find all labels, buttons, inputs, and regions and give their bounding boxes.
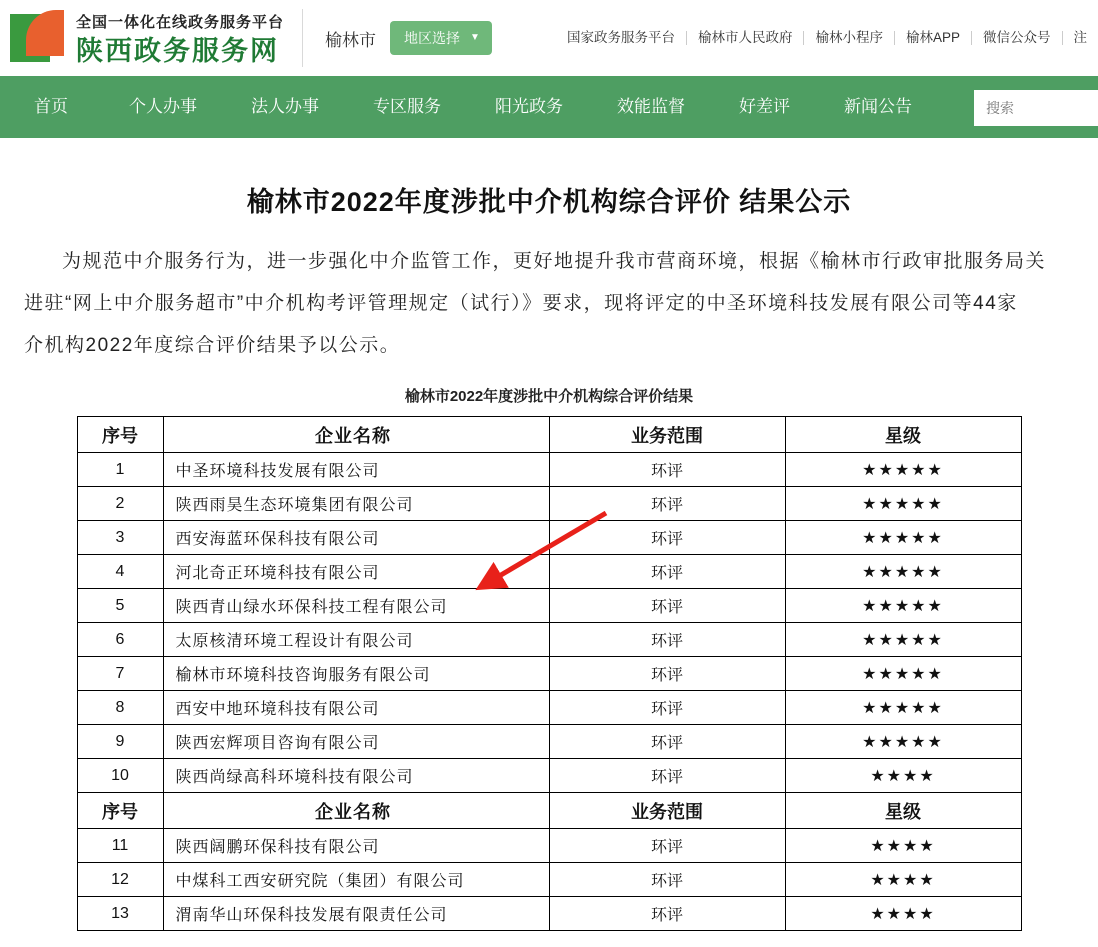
cell-index: 8: [77, 691, 163, 725]
cell-index: 10: [77, 759, 163, 793]
cell-scope: 环评: [549, 657, 785, 691]
table-row: [77, 657, 1021, 691]
region-select-button[interactable]: [390, 21, 492, 55]
cell-rating: ★★★★★: [785, 691, 1021, 725]
cell-rating: ★★★★★: [785, 487, 1021, 521]
table-row: [77, 487, 1021, 521]
table-row: [77, 691, 1021, 725]
table-header-row-repeat: [77, 793, 1021, 829]
cell-scope: 环评: [549, 453, 785, 487]
table-header-row: [77, 417, 1021, 453]
cell-index: 6: [77, 623, 163, 657]
column-header-index: 序号: [77, 793, 163, 829]
paragraph-line-2: 进驻“网上中介服务超市”中介机构考评管理规定（试行）》要求，现将评定的中圣环境科技发展有限公司等44家: [24, 293, 1018, 314]
cell-index: 5: [77, 589, 163, 623]
table-row: [77, 623, 1021, 657]
cell-rating: ★★★★: [785, 759, 1021, 793]
cell-company: 中圣环境科技发展有限公司: [163, 453, 549, 487]
cell-index: 1: [77, 453, 163, 487]
cell-index: 12: [77, 863, 163, 897]
table-row: [77, 759, 1021, 793]
nav-item-zone-service[interactable]: 专区服务: [373, 97, 441, 116]
cell-rating: ★★★★: [785, 829, 1021, 863]
table-row: [77, 725, 1021, 759]
column-header-scope: 业务范围: [549, 793, 785, 829]
cell-scope: 环评: [549, 521, 785, 555]
header-link-national-platform[interactable]: 国家政务服务平台: [556, 31, 687, 45]
table-row: [77, 829, 1021, 863]
cell-index: 4: [77, 555, 163, 589]
table-row: [77, 555, 1021, 589]
header-links: [556, 31, 1098, 45]
nav-item-sunshine-gov[interactable]: 阳光政务: [495, 97, 563, 116]
site-logo-icon: [10, 10, 66, 66]
column-header-scope: 业务范围: [549, 417, 785, 453]
cell-rating: ★★★★★: [785, 725, 1021, 759]
cell-scope: 环评: [549, 487, 785, 521]
cell-rating: ★★★★★: [785, 453, 1021, 487]
cell-rating: ★★★★: [785, 897, 1021, 931]
chevron-down-icon: ▼: [470, 32, 480, 43]
cell-index: 11: [77, 829, 163, 863]
cell-scope: 环评: [549, 863, 785, 897]
cell-index: 7: [77, 657, 163, 691]
cell-scope: 环评: [549, 725, 785, 759]
cell-scope: 环评: [549, 829, 785, 863]
nav-item-home[interactable]: 首页: [34, 97, 68, 116]
current-city-label: 榆林市: [325, 30, 377, 50]
nav-items: [0, 76, 939, 138]
cell-index: 2: [77, 487, 163, 521]
header-link-city-gov[interactable]: 榆林市人民政府: [687, 31, 805, 45]
cell-company: 榆林市环境科技咨询服务有限公司: [163, 657, 549, 691]
header-link-wechat[interactable]: 微信公众号: [972, 31, 1063, 45]
evaluation-results-table: [77, 416, 1022, 931]
nav-item-efficiency-supervision[interactable]: 效能监督: [617, 97, 685, 116]
cell-company: 太原核清环境工程设计有限公司: [163, 623, 549, 657]
cell-company: 西安海蓝环保科技有限公司: [163, 521, 549, 555]
cell-company: 陕西宏辉项目咨询有限公司: [163, 725, 549, 759]
cell-rating: ★★★★★: [785, 589, 1021, 623]
nav-item-legal-entity[interactable]: 法人办事: [251, 97, 319, 116]
platform-name: 全国一体化在线政务服务平台: [76, 13, 285, 31]
header-link-app[interactable]: 榆林APP: [895, 31, 972, 45]
cell-company: 陕西阔鹏环保科技有限公司: [163, 829, 549, 863]
cell-company: 河北奇正环境科技有限公司: [163, 555, 549, 589]
site-name: 陕西政务服务网: [76, 35, 279, 66]
cell-scope: 环评: [549, 589, 785, 623]
table-row: [77, 453, 1021, 487]
nav-item-personal[interactable]: 个人办事: [129, 97, 197, 116]
cell-index: 9: [77, 725, 163, 759]
paragraph-line-1: 为规范中介服务行为，进一步强化中介监管工作，更好地提升我市营商环境，根据《榆林市行政审批服务局关: [62, 251, 1047, 272]
cell-index: 13: [77, 897, 163, 931]
cell-scope: 环评: [549, 897, 785, 931]
nav-item-news[interactable]: 新闻公告: [844, 97, 912, 116]
region-select-label: 地区选择: [404, 30, 461, 46]
column-header-rating: 星级: [785, 417, 1021, 453]
cell-company: 西安中地环境科技有限公司: [163, 691, 549, 725]
column-header-index: 序号: [77, 417, 163, 453]
column-header-company: 企业名称: [163, 793, 549, 829]
table-caption: 榆林市2022年度涉批中介机构综合评价结果: [404, 388, 694, 405]
cell-scope: 环评: [549, 759, 785, 793]
cell-company: 陕西尚绿高科环境科技有限公司: [163, 759, 549, 793]
cell-rating: ★★★★★: [785, 657, 1021, 691]
cell-company: 渭南华山环保科技发展有限责任公司: [163, 897, 549, 931]
search-area: [974, 90, 1098, 126]
article-body: [0, 138, 1098, 947]
cell-rating: ★★★★★: [785, 555, 1021, 589]
cell-scope: 环评: [549, 623, 785, 657]
header-link-miniprogram[interactable]: 榆林小程序: [804, 31, 895, 45]
cell-company: 中煤科工西安研究院（集团）有限公司: [163, 863, 549, 897]
site-header: [0, 0, 1098, 76]
table-row: [77, 521, 1021, 555]
table-row: [77, 863, 1021, 897]
table-row: [77, 589, 1021, 623]
page-title: 榆林市2022年度涉批中介机构综合评价 结果公示: [246, 187, 852, 217]
paragraph-line-3: 介机构2022年度综合评价结果予以公示。: [24, 335, 401, 356]
search-input[interactable]: [974, 90, 1098, 126]
cell-company: 陕西雨昊生态环境集团有限公司: [163, 487, 549, 521]
nav-item-review[interactable]: 好差评: [739, 97, 790, 116]
region-area: [325, 21, 492, 55]
cell-index: 3: [77, 521, 163, 555]
table-row: [77, 897, 1021, 931]
column-header-company: 企业名称: [163, 417, 549, 453]
site-logo-text: [76, 9, 303, 67]
cell-rating: ★★★★: [785, 863, 1021, 897]
header-link-register[interactable]: 注: [1073, 30, 1087, 45]
cell-rating: ★★★★★: [785, 521, 1021, 555]
main-nav: [0, 76, 1098, 138]
column-header-rating: 星级: [785, 793, 1021, 829]
cell-rating: ★★★★★: [785, 623, 1021, 657]
cell-scope: 环评: [549, 555, 785, 589]
cell-company: 陕西青山绿水环保科技工程有限公司: [163, 589, 549, 623]
cell-scope: 环评: [549, 691, 785, 725]
